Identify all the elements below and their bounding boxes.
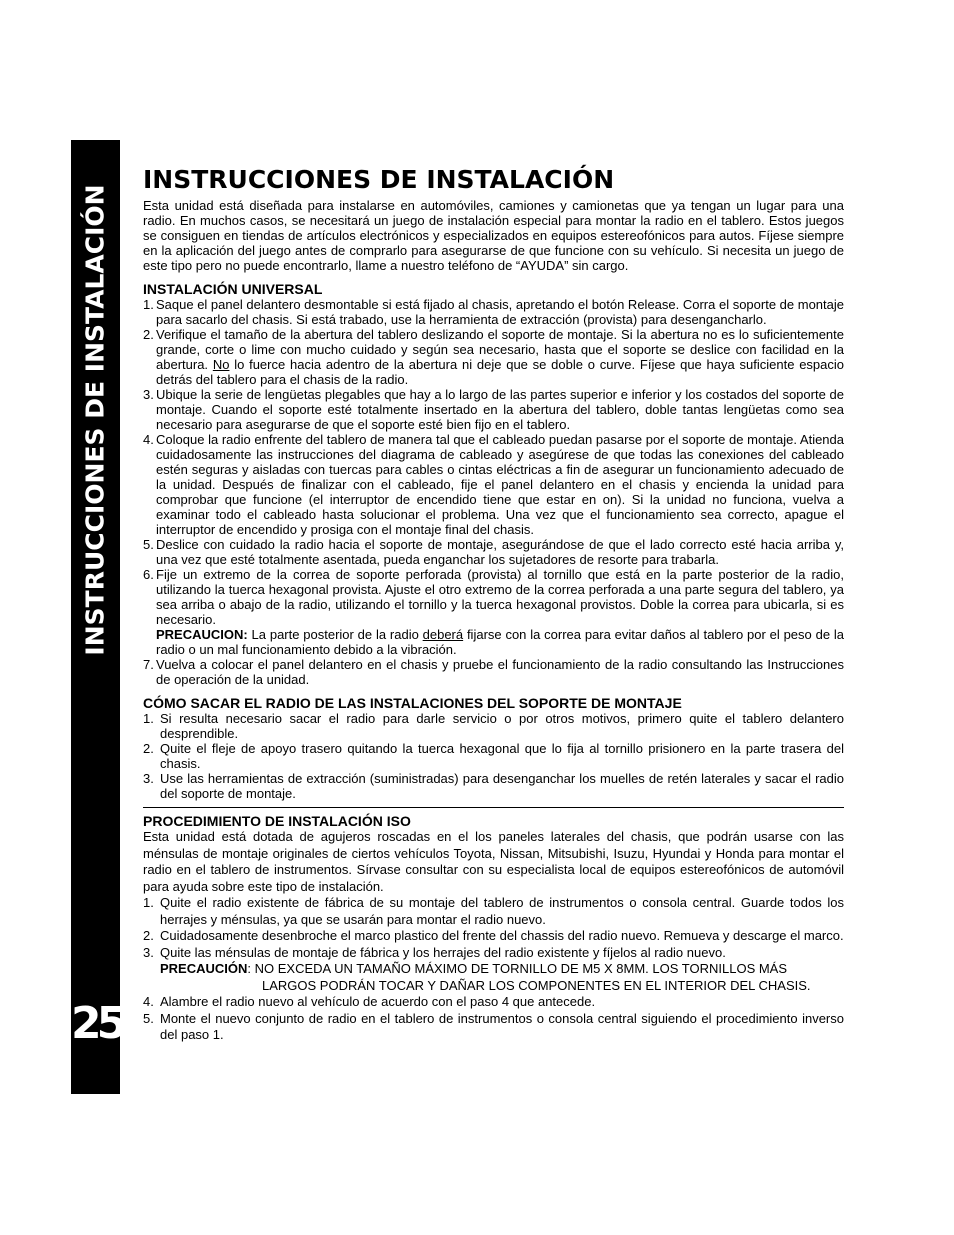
intro-paragraph: Esta unidad está diseñada para instalarse en automóviles, camiones y camionetas que ya tengan un lugar para una radio. En muchos casos, se necesitará un juego de instalación especial para montar la radio en el tablero. Estos juegos se consiguen en tiendas de artículos electrónicos y especializados en equipos estereofónicos para autos. Fíjese siempre en la aplicación del juego antes de comprarlo para asegurarse de que funcione con su vehículo. Si necesita un juego de este tipo pero no puede encontrarlo, llame a nuestro teléfono de “AYUDA” sin cargo.: [143, 198, 844, 273]
iso-heading: PROCEDIMIENTO DE INSTALACIÓN ISO: [143, 813, 411, 829]
remove-steps: [143, 711, 844, 801]
list-item: 5. Deslice con cuidado la radio hacia el soporte de montaje, asegurándose de que el lado correcto esté hacia arriba y, una vez que esté totalmente asentada, pueda enganchar los sujetadores de resorte para trabarla.: [143, 537, 844, 567]
universal-steps: [143, 297, 844, 687]
sidebar-title: INSTRUCCIONES DE INSTALACIÓN: [80, 184, 110, 656]
list-item: 5. Monte el nuevo conjunto de radio en el tablero de instrumentos o consola central siguiendo el procedimiento inverso del paso 1.: [143, 1010, 844, 1042]
list-item: 3. Quite las ménsulas de montaje de fábrica y los herrajes del radio existente y fíjelos al radio nuevo. PRECAUCIÓN: NO EXCEDA UN TAMAÑO MÁXIMO DE TORNILLO DE M5 X 8MM. LOS TORNILLOS MÁS LARGOS PODRÁN TOCAR Y DAÑAR LOS COMPONENTES EN EL INTERIOR DEL CHASIS.: [143, 945, 844, 995]
list-item: 1. Quite el radio existente de fábrica de su montaje del tablero de instrumentos o consola central. Guarde todos los herrajes y ménsulas, ya que se usarán para montar el radio nuevo.: [143, 895, 844, 927]
step-text: Si resulta necesario sacar el radio para darle servicio o por otros motivos, primero quite el tablero delantero desprendible.: [160, 711, 844, 741]
step-text: Fije un extremo de la correa de soporte perforada (provista) al tornillo que está en la parte posterior de la radio, utilizando la tuerca hexagonal provista. Ajuste el otro extremo de la correa perforada a una parte segura del tablero, ya sea arriba o abajo de la radio, utilizando el tornillo y la tuerca hexagonal provistos. Doble la correa para ubicarla, si es necesario.: [156, 567, 844, 627]
step-text: Quite el fleje de apoyo trasero quitando la tuerca hexagonal que lo fija al tornillo prisionero en la parte trasera del chasis.: [160, 741, 844, 771]
caution-label: PRECAUCIÓN: [160, 961, 248, 976]
step-text: Ubique la serie de lengüetas plegables que hay a lo largo de las partes superior e inferior y los costados del soporte de montaje. Cuando el soporte esté totalmente insertado en la abertura del tablero, doble tantas lengüetas como sea necesario para asegurarse de que el soporte esté bien fijo en el tablero.: [156, 387, 844, 432]
main-content: [143, 164, 844, 1044]
step-text: Use las herramientas de extracción (suministradas) para desenganchar los muelles de retén laterales y sacar el radio del soporte de montaje.: [160, 771, 844, 801]
page-number: 25: [71, 998, 123, 1049]
remove-heading: CÓMO SACAR EL RADIO DE LAS INSTALACIONES DEL SOPORTE DE MONTAJE: [143, 695, 682, 711]
iso-steps: [143, 895, 844, 1044]
step-text: Saque el panel delantero desmontable si está fijado al chasis, apretando el botón Release. Corra el soporte de montaje para sacarlo del chasis. Si está trabado, use la herramienta de extracción (provista) para desengancharlo.: [156, 297, 844, 327]
universal-heading: INSTALACIÓN UNIVERSAL: [143, 281, 323, 297]
step-text: Quite las ménsulas de montaje de fábrica y los herrajes del radio existente y fíjelos al radio nuevo.: [160, 944, 726, 960]
step-text: Vuelva a colocar el panel delantero en el chasis y pruebe el funcionamiento de la radio consultando las Instrucciones de operación de la unidad.: [156, 657, 844, 687]
step-text: Cuidadosamente desenbroche el marco plastico del frente del chassis del radio nuevo. Remueva y descarge el marco.: [160, 928, 844, 943]
caution-label: PRECAUCION:: [156, 627, 248, 642]
step-text: Quite el radio existente de fábrica de su montaje del tablero de instrumentos o consola central. Guarde todos los herrajes y ménsulas, ya que se usarán para montar el radio nuevo.: [160, 895, 844, 927]
list-item: 2. Quite el fleje de apoyo trasero quitando la tuerca hexagonal que lo fija al tornillo prisionero en la parte trasera del chasis.: [143, 741, 844, 771]
list-item: 2. Cuidadosamente desenbroche el marco plastico del frente del chassis del radio nuevo. Remueva y descarge el marco.: [143, 928, 844, 943]
list-item: 6. Fije un extremo de la correa de soporte perforada (provista) al tornillo que está en la parte posterior de la radio, utilizando la tuerca hexagonal provista. Ajuste el otro extremo de la correa perforada a una parte segura del tablero, ya sea arriba o abajo de la radio, utilizando el tornillo y la tuerca hexagonal provistos. Doble la correa para ubicarla, si es necesario. PRECAUCION: La parte posterior de la radio deberá fijarse con la correa para evitar daños al tablero por el peso de la radio o un mal funcionamiento debido a la vibración.: [143, 567, 844, 657]
list-item: 4. Alambre el radio nuevo al vehículo de acuerdo con el paso 4 que antecede.: [143, 994, 596, 1009]
list-item: 3. Use las herramientas de extracción (suministradas) para desenganchar los muelles de retén laterales y sacar el radio del soporte de montaje.: [143, 771, 844, 801]
caution-note: PRECAUCION: La parte posterior de la radio deberá fijarse con la correa para evitar daños al tablero por el peso de la radio o un mal funcionamiento debido a la vibración.: [156, 627, 844, 657]
list-item: 2. Verifique el tamaño de la abertura del tablero deslizando el soporte de montaje. Si la abertura no es lo suficientemente grande, corte o lime con mucho cuidado y según sea necesario, hasta que el soporte se deslice con facilidad en la abertura. No lo fuerce hacia adentro de la abertura ni deje que se doble o curve. Fíjese que haya suficiente espacio detrás del tablero para el chasis de la radio.: [143, 327, 844, 387]
sidebar-tab: [71, 140, 123, 1094]
step-text: Coloque la radio enfrente del tablero de manera tal que el cableado puedan pasarse por el soporte de montaje. Atienda cuidadosamente las instrucciones del diagrama de cableado y asegúrese de que todas las conexiones del cableado estén seguras y aisladas con tuercas para cables o cintas eléctricas a fin de asegurar un funcionamiento adecuado de la unidad. Después de finalizar con el cableado, fije el panel delantero en el chasis y encienda la unidad para comprobar que funcione (el interruptor de encendido tiene que estar en on). Si la unidad no funciona, vuelva a examinar todo el cableado hasta solucionar el problema. Una vez que el funcionamiento sea correcto, apague el interruptor de encendido y prosiga con el montaje final del chasis.: [156, 432, 844, 537]
list-item: 1. Saque el panel delantero desmontable si está fijado al chasis, apretando el botón Release. Corra el soporte de montaje para sacarlo del chasis. Si está trabado, use la herramienta de extracción (provista) para desengancharlo.: [143, 297, 844, 327]
iso-intro: Esta unidad está dotada de agujeros roscadas en el los paneles laterales del chasis, que podrán usarse con las ménsulas de montaje originales de ciertos vehículos Toyota, Nissan, Mitsubishi, Isuzu, Hyundai y Honda para montar el radio en el tablero de instrumentos. Sírvase consultar con su especialista local de equipos estereofónicos de automóvil para ayuda sobre este tipo de instalación.: [143, 829, 844, 894]
section-divider: [143, 807, 844, 808]
step-text: lo fuerce hacia adentro de la abertura ni deje que se doble o curve. Fíjese que haya suficiente espacio detrás del tablero para el chasis de la radio.: [156, 357, 844, 387]
page-title: INSTRUCCIONES DE INSTALACIÓN: [143, 165, 615, 194]
emphasis-underline: No: [212, 357, 230, 372]
list-item: 7. Vuelva a colocar el panel delantero en el chasis y pruebe el funcionamiento de la radio consultando las Instrucciones de operación de la unidad.: [143, 657, 844, 687]
step-text: Verifique el tamaño de la abertura del tablero deslizando el soporte de montaje. Si la abertura no es lo suficientemente grande, corte o lime con mucho cuidado y según sea necesario, hasta que el soporte se deslice con facilidad en la abertura.: [156, 327, 844, 372]
step-text: Alambre el radio nuevo al vehículo de acuerdo con el paso 4 que antecede.: [160, 994, 596, 1009]
emphasis-underline: deberá: [422, 627, 464, 642]
caution-note: PRECAUCIÓN: NO EXCEDA UN TAMAÑO MÁXIMO DE TORNILLO DE M5 X 8MM. LOS TORNILLOS MÁS LARGOS PODRÁN TOCAR Y DAÑAR LOS COMPONENTES EN EL INTERIOR DEL CHASIS.: [160, 961, 811, 993]
list-item: 1. Si resulta necesario sacar el radio para darle servicio o por otros motivos, primero quite el tablero delantero desprendible.: [143, 711, 844, 741]
step-text: Monte el nuevo conjunto de radio en el tablero de instrumentos o consola central siguiendo el procedimiento inverso del paso 1.: [160, 1010, 844, 1042]
list-item: 4. Coloque la radio enfrente del tablero de manera tal que el cableado puedan pasarse por el soporte de montaje. Atienda cuidadosamente las instrucciones del diagrama de cableado y asegúrese de que todas las conexiones del cableado estén seguras y aisladas con tuercas para cables o cintas eléctricas a fin de asegurar un funcionamiento adecuado de la unidad. Después de finalizar con el cableado, fije el panel delantero en el chasis y encienda la unidad para comprobar que funcione (el interruptor de encendido tiene que estar en on). Si la unidad no funciona, vuelva a examinar todo el cableado hasta solucionar el problema. Una vez que el funcionamiento sea correcto, apague el interruptor de encendido y prosiga con el montaje final del chasis.: [143, 432, 844, 537]
list-item: 3. Ubique la serie de lengüetas plegables que hay a lo largo de las partes superior e inferior y los costados del soporte de montaje. Cuando el soporte esté totalmente insertado en la abertura del tablero, doble tantas lengüetas como sea necesario para asegurarse de que el soporte esté bien fijo en el tablero.: [143, 387, 844, 432]
step-text: Deslice con cuidado la radio hacia el soporte de montaje, asegurándose de que el lado correcto esté hacia arriba y, una vez que esté totalmente asentada, pueda enganchar los sujetadores de resorte para trabarla.: [156, 537, 844, 567]
